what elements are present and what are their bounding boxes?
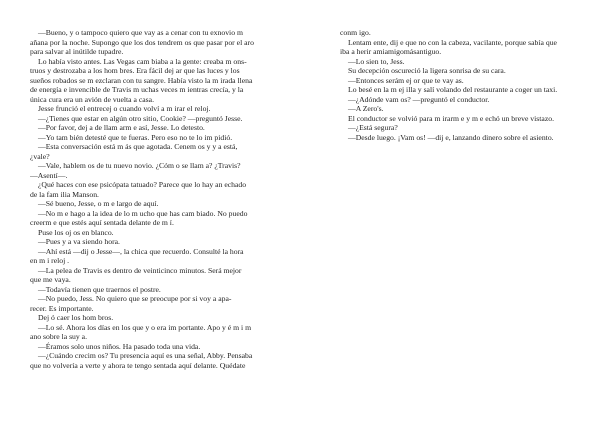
text-line: —Éramos solo unos niños. Ha pasado toda una vida. <box>38 341 201 351</box>
text-line: en m i reloj . <box>30 256 70 265</box>
text-line: —Esta conversación está m ás que agotada. Cenem os y y a está, <box>38 142 238 151</box>
text-line: ¿vale? <box>30 151 50 161</box>
text-line: Puse los oj os en blanco. <box>38 227 114 237</box>
text-line: Lo besé en la m ej illa y salí volando del restaurante a coger un taxi. <box>348 85 558 94</box>
text-line: —Por favor, dej a de llam arm e así, Jesse. Lo detesto. <box>38 123 205 132</box>
text-line: iba a herir amiamigomásantiguo. <box>340 47 442 56</box>
text-line: recer. Es importante. <box>30 303 94 313</box>
text-line: —¿Adónde vam os? —preguntó el conductor. <box>348 94 490 104</box>
text-line: única cura era un avión de vuelta a casa. <box>30 94 155 104</box>
text-line: —Asentí—. <box>30 170 68 180</box>
text-line: —Todavía tienen que traernos el postre. <box>38 284 161 294</box>
text-line: —A Zero's. <box>348 104 384 113</box>
text-line: Lo había visto antes. Las Vegas cam biaba a la gente: creaba m ons- <box>38 56 247 66</box>
text-line: —La pelea de Travis es dentro de veinticinco minutos. Será mejor <box>38 265 242 275</box>
text-line: —¿Tienes que estar en algún otro sitio, Cookie? —preguntó Jesse. <box>38 113 243 123</box>
text-line: Lentam ente, dij e que no con la cabeza, vacilante, porque sabía que <box>348 37 557 47</box>
text-line: de energía e invencible de Travis m uchas veces m ientras crecía, y la <box>30 85 244 94</box>
text-line: creerm e que estés aquí sentada delante de m í. <box>30 218 174 227</box>
text-line: Dej ó caer los hom bros. <box>38 313 114 322</box>
text-line: —Vale, hablem os de tu nuevo novio. ¿Cóm o se llam a? ¿Travis? <box>38 161 241 170</box>
text-line: —Sé bueno, Jesse, o m e largo de aquí. <box>38 199 159 208</box>
text-line: —¿Está segura? <box>348 123 398 132</box>
text-line: —Yo tam bién detesté que te fueras. Pero eso no te lo im pidió. <box>38 132 233 142</box>
text-line: —Bueno, y o tampoco quiero que vay as a cenar con tu exnovio m <box>38 28 243 37</box>
left-page-text <box>30 28 302 370</box>
text-line: El conductor se volvió para m irarm e y m e echó un breve vistazo. <box>348 113 554 123</box>
text-line: truos y destrozaba a los hom bres. Era fácil dej ar que las luces y los <box>30 66 240 75</box>
text-line: —Entonces serám ej or que te vay as. <box>348 75 464 85</box>
text-line: Su decepción oscureció la ligera sonrisa de su cara. <box>348 66 506 75</box>
text-line: —Lo sien to, Jess. <box>348 56 405 66</box>
text-line: —Lo sé. Ahora los días en los que y o era im portante. Apo y é m i m <box>38 322 252 332</box>
text-line: añana por la noche. Supongo que los dos tendrem os que pasar por el aro <box>30 37 254 47</box>
text-line: ¿Qué haces con ese psicópata tatuado? Parece que lo hay an echado <box>38 180 247 189</box>
text-line: de la fam ilia Manson. <box>30 189 99 199</box>
text-line: ano sobre la suy a. <box>30 332 87 341</box>
right-page-text <box>340 28 566 142</box>
text-line: para salvar al inútilde tupadre. <box>30 47 124 56</box>
text-line: —No m e hago a la idea de lo m ucho que has cam biado. No puedo <box>38 208 248 218</box>
text-line: —Ahí está —dij o Jesse—, la chica que recuerdo. Consulté la hora <box>38 246 244 256</box>
text-line: sueños robados se m ezclaran con tu sangre. Había visto la m irada llena <box>30 75 253 85</box>
text-line: que no volvería a verte y ahora te tengo sentada aquí delante. Quédate <box>30 360 246 370</box>
text-line: —No puedo, Jess. No quiero que se preocupe por si voy a apa- <box>38 294 232 303</box>
text-line: —Desde luego. ¡Vam os! —dij e, lanzando dinero sobre el asiento. <box>348 132 554 142</box>
text-line: —¿Cuándo crecim os? Tu presencia aquí es una señal, Abby. Pensaba <box>38 351 253 360</box>
text-line: conm igo. <box>340 28 371 37</box>
text-line: —Pues y a va siendo hora. <box>38 237 120 246</box>
text-line: Jesse frunció el entrecej o cuando volví a m irar el reloj. <box>38 104 211 113</box>
text-line: que me vaya. <box>30 275 71 284</box>
